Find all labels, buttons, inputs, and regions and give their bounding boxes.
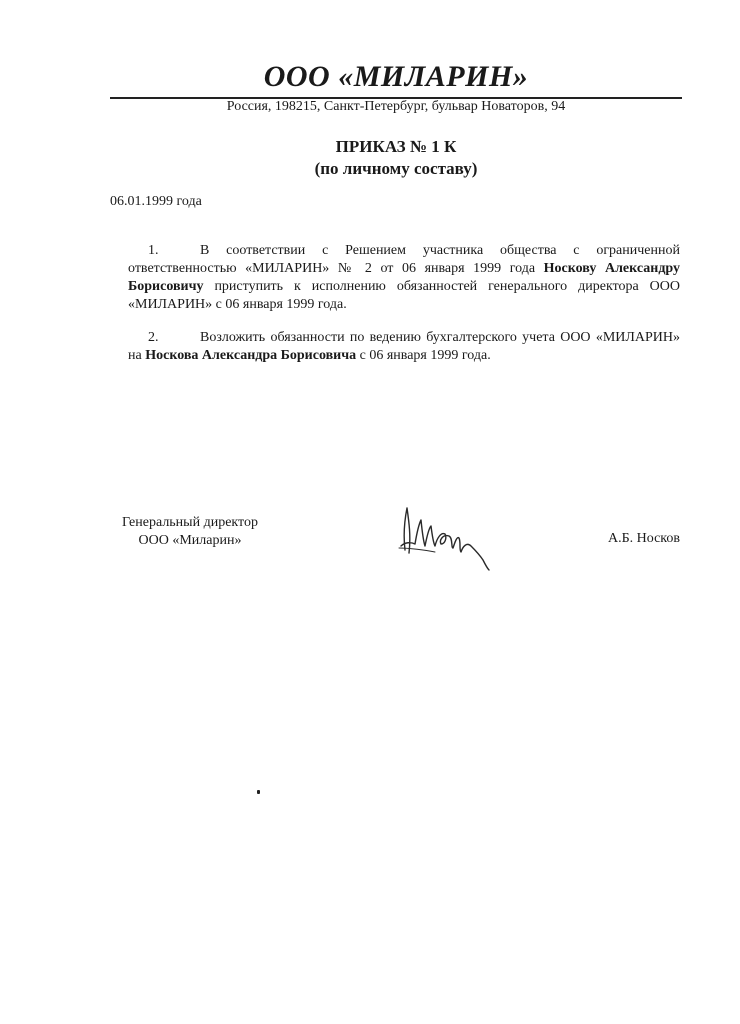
company-address: Россия, 198215, Санкт-Петербург, бульвар Новаторов, 94	[226, 99, 566, 114]
order-item-1	[128, 242, 680, 314]
company-name: ООО «МИЛАРИН»	[263, 60, 529, 93]
signer-name: А.Б. Носков	[607, 531, 680, 546]
item-text: Возложить обязанности по ведению бухгалтерского учета ООО «МИЛАРИН» на	[128, 330, 680, 363]
item-number: 1.	[148, 243, 159, 258]
handwritten-signature	[395, 498, 505, 573]
order-title: ПРИКАЗ № 1 К	[335, 137, 457, 156]
item-text: приступить к исполнению обязанностей генерального директора ООО «МИЛАРИН» с 06 января 1999 года.	[128, 279, 680, 312]
signer-position-line1: Генеральный директор	[122, 515, 258, 530]
item-number: 2.	[148, 330, 159, 345]
item-text: с 06 января 1999 года.	[356, 348, 491, 363]
signer-position	[110, 514, 270, 550]
item-text: В соответствии с Решением участника общества с ограниченной ответственностью «МИЛАРИН» № 2 от 06 января 1999 года	[128, 243, 680, 276]
signer-position-line2: ООО «Миларин»	[138, 533, 242, 548]
item-bold-name: Носкову Александру Борисовичу	[128, 261, 681, 294]
scan-speck	[257, 790, 260, 794]
order-date: 06.01.1999 года	[110, 194, 202, 209]
item-bold-name: Носкова Александра Борисовича	[145, 348, 357, 363]
order-subtitle: (по личному составу)	[314, 159, 478, 178]
order-item-2	[128, 329, 680, 365]
